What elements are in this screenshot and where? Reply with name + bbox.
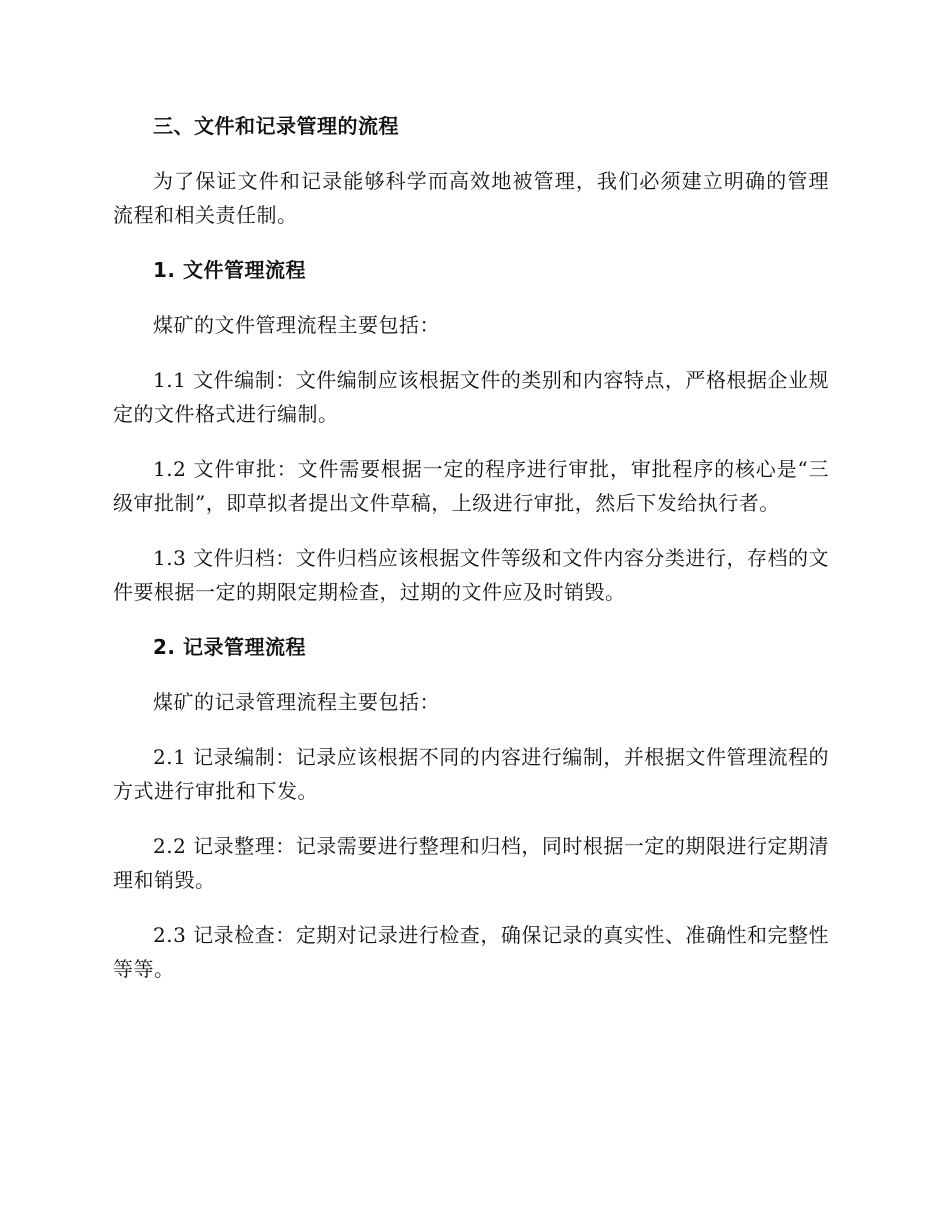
subsection-heading-file-management: 1. 文件管理流程 xyxy=(153,258,306,282)
section-heading: 三、文件和记录管理的流程 xyxy=(153,114,399,138)
record-management-lead: 煤矿的记录管理流程主要包括： xyxy=(153,690,440,714)
record-item-compile: 2.1 记录编制：记录应该根据不同的内容进行编制，并根据文件管理流程的方式进行审批和下发。 xyxy=(113,745,829,803)
intro-paragraph: 为了保证文件和记录能够科学而高效地被管理，我们必须建立明确的管理流程和相关责任制。 xyxy=(113,169,829,227)
file-management-lead: 煤矿的文件管理流程主要包括： xyxy=(153,313,440,337)
file-item-archive: 1.3 文件归档：文件归档应该根据文件等级和文件内容分类进行，存档的文件要根据一定的期限定期检查，过期的文件应及时销毁。 xyxy=(113,546,829,604)
document-body xyxy=(113,109,829,986)
file-item-compile: 1.1 文件编制：文件编制应该根据文件的类别和内容特点，严格根据企业规定的文件格式进行编制。 xyxy=(113,368,829,426)
record-item-organize: 2.2 记录整理：记录需要进行整理和归档，同时根据一定的期限进行定期清理和销毁。 xyxy=(113,834,829,892)
subsection-heading-record-management: 2. 记录管理流程 xyxy=(153,635,306,659)
file-item-approve: 1.2 文件审批：文件需要根据一定的程序进行审批，审批程序的核心是“三级审批制”，即草拟者提出文件草稿，上级进行审批，然后下发给执行者。 xyxy=(113,457,829,515)
record-item-inspect: 2.3 记录检查：定期对记录进行检查，确保记录的真实性、准确性和完整性等等。 xyxy=(113,923,829,981)
